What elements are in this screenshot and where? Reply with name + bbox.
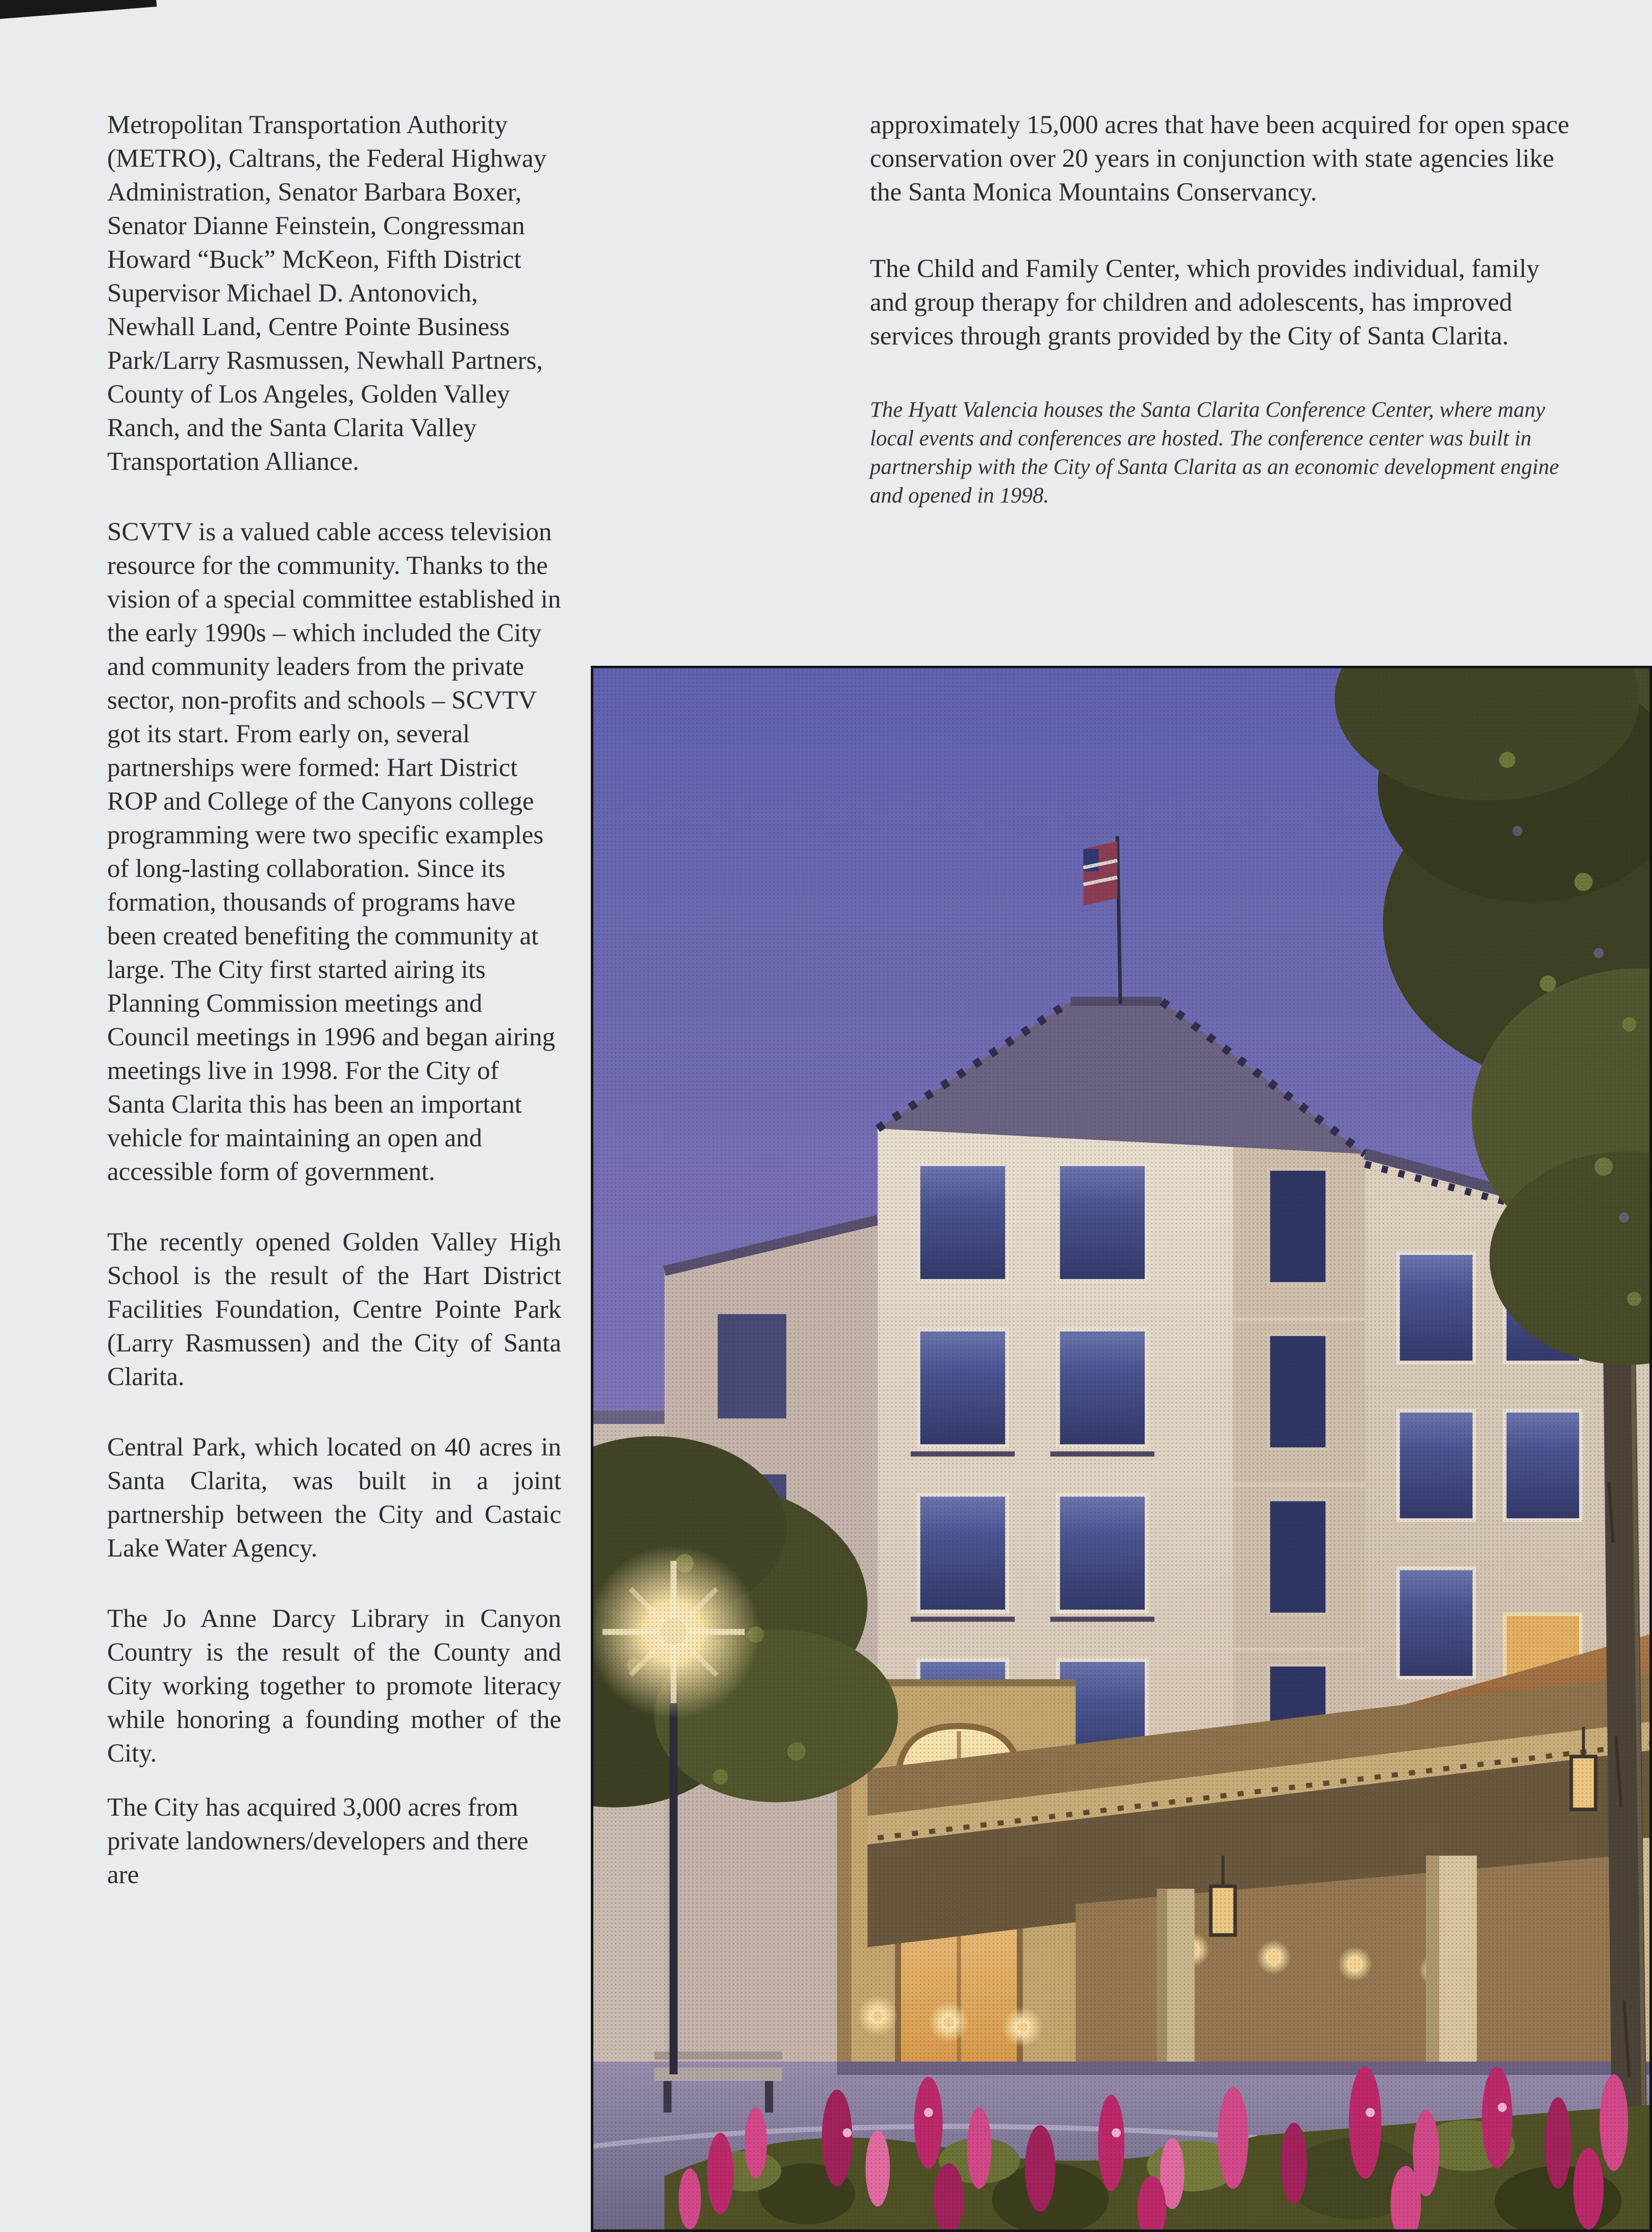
body-paragraph: The Jo Anne Darcy Library in Canyon Country is the result of the County and City working together to promote literacy while honoring a founding mother of the City.	[107, 1604, 561, 1768]
body-paragraph: The City has acquired 3,000 acres from private landowners/developers and there are	[107, 1793, 529, 1889]
body-paragraph: Metropolitan Transportation Authority (METRO), Caltrans, the Federal Highway Administration, Senator Barbara Boxer, Senator Dianne Feinstein, Congressman Howard “Buck” McKeon, Fifth District Supervisor Michael D. Antonovich, Newhall Land, Centre Pointe Business Park/Larry Rasmussen, Newhall Partners, County of Los Angeles, Golden Valley Ranch, and the Santa Clarita Valley Transportation Alliance.	[107, 111, 547, 476]
photo-caption: The Hyatt Valencia houses the Santa Clarita Conference Center, where many local events and conferences are hosted. The conference center was built in partnership with the City of Santa Clarita as an economic development engine and opened in 1998.	[870, 398, 1559, 508]
body-paragraph: approximately 15,000 acres that have been acquired for open space conservation over 20 years in conjunction with state agencies like the Santa Monica Mountains Conservancy.	[870, 111, 1569, 207]
body-paragraph: The Child and Family Center, which provides individual, family and group therapy for children and adolescents, has improved services through grants provided by the City of Santa Clarita.	[870, 255, 1540, 350]
body-paragraph: Central Park, which located on 40 acres in Santa Clarita, was built in a joint partnership between the City and Castaic Lake Water Agency.	[107, 1433, 561, 1563]
scan-edge-artifact	[0, 0, 157, 20]
right-text-column	[870, 108, 1575, 510]
hotel-photo-illustration	[593, 668, 1649, 2229]
body-paragraph: The recently opened Golden Valley High School is the result of the Hart District Facilities Foundation, Centre Pointe Park (Larry Rasmussen) and the City of Santa Clarita.	[107, 1228, 561, 1391]
hotel-photo	[591, 666, 1652, 2232]
print-texture-overlay	[593, 668, 1649, 2229]
body-paragraph: SCVTV is a valued cable access television resource for the community. Thanks to the vision of a special committee established in the early 1990s – which included the City and community leaders from the private sector, non-profits and schools – SCVTV got its start. From early on, several partnerships were formed: Hart District ROP and College of the Canyons college programming were two specific examples of long-lasting collaboration. Since its formation, thousands of programs have been created benefiting the community at large. The City first started airing its Planning Commission meetings and Council meetings in 1996 and began airing meetings live in 1998. For the City of Santa Clarita this has been an important vehicle for maintaining an open and accessible form of government.	[107, 518, 561, 1186]
